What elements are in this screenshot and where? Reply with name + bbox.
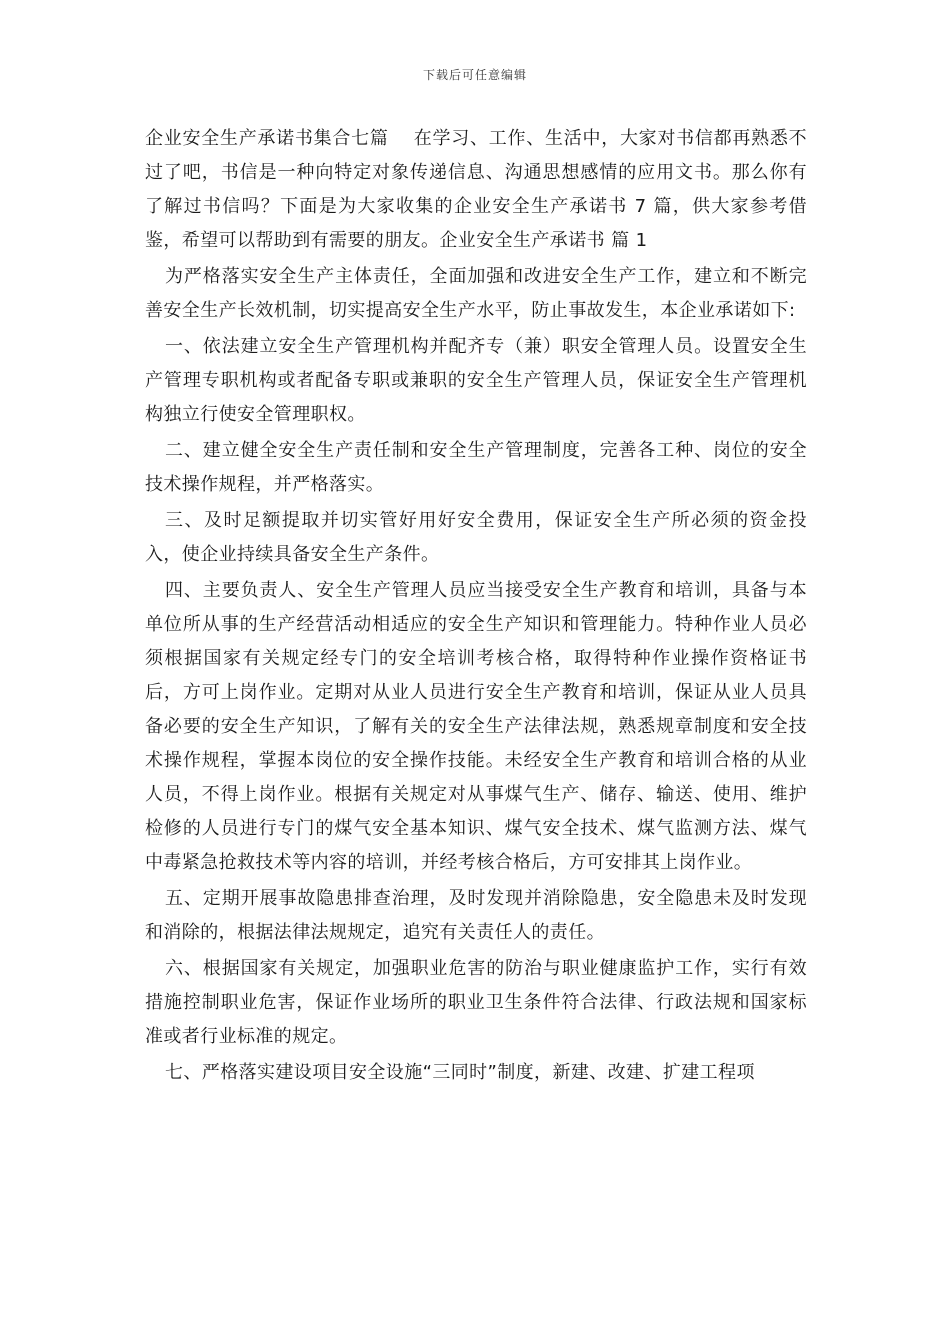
paragraph-intro: 企业安全生产承诺书集合七篇 在学习、工作、生活中，大家对书信都再熟悉不过了吧，书信是一种向特定对象传递信息、沟通思想感情的应用文书。那么你有了解过书信吗？下面是为大家收集的企业安全生产承诺书 7 篇，供大家参考借鉴，希望可以帮助到有需要的朋友。企业安全生产承诺书 篇 1 [145, 128, 807, 251]
document-body [145, 122, 807, 1092]
paragraph-item-6: 六、根据国家有关规定，加强职业危害的防治与职业健康监护工作，实行有效措施控制职业危害，保证作业场所的职业卫生条件符合法律、行政法规和国家标准或者行业标准的规定。 [145, 958, 807, 1047]
paragraph-item-4: 四、主要负责人、安全生产管理人员应当接受安全生产教育和培训，具备与本单位所从事的生产经营活动相适应的安全生产知识和管理能力。特种作业人员必须根据国家有关规定经专门的安全培训考核合格，取得特种作业操作资格证书后，方可上岗作业。定期对从业人员进行安全生产教育和培训，保证从业人员具备必要的安全生产知识，了解有关的安全生产法律法规，熟悉规章制度和安全技术操作规程，掌握本岗位的安全操作技能。未经安全生产教育和培训合格的从业人员，不得上岗作业。根据有关规定对从事煤气生产、储存、输送、使用、维护检修的人员进行专门的煤气安全基本知识、煤气安全技术、煤气监测方法、煤气中毒紧急抢救技术等内容的培训，并经考核合格后，方可安排其上岗作业。 [145, 580, 807, 873]
page-header-note: 下载后可任意编辑 [422, 68, 527, 82]
paragraph-item-2: 二、建立健全安全生产责任制和安全生产管理制度，完善各工种、岗位的安全技术操作规程，并严格落实。 [145, 440, 807, 495]
paragraph-commitment-preamble: 为严格落实安全生产主体责任，全面加强和改进安全生产工作，建立和不断完善安全生产长效机制，切实提高安全生产水平，防止事故发生，本企业承诺如下: [145, 266, 807, 321]
paragraph-item-3: 三、及时足额提取并切实管好用好安全费用，保证安全生产所必须的资金投入，使企业持续具备安全生产条件。 [145, 510, 807, 565]
paragraph-item-1: 一、依法建立安全生产管理机构并配齐专（兼）职安全管理人员。设置安全生产管理专职机构或者配备专职或兼职的安全生产管理人员，保证安全生产管理机构独立行使安全管理职权。 [145, 336, 807, 425]
paragraph-item-5: 五、定期开展事故隐患排查治理，及时发现并消除隐患，安全隐患未及时发现和消除的，根据法律法规规定，追究有关责任人的责任。 [145, 888, 807, 943]
paragraph-item-7: 七、严格落实建设项目安全设施“三同时”制度，新建、改建、扩建工程项 [165, 1062, 755, 1083]
